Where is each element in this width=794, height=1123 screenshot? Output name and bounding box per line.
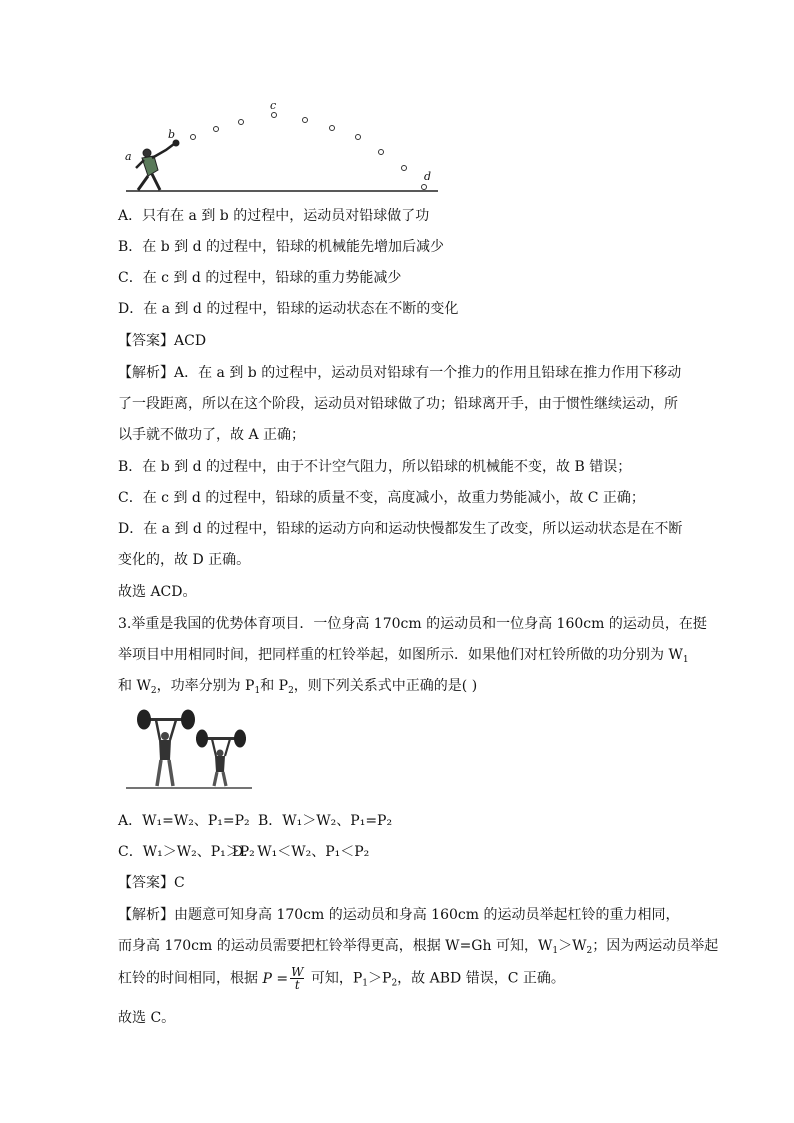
q2-analysis-line: 变化的，故 D 正确。 bbox=[118, 552, 251, 568]
label-b: b bbox=[168, 128, 176, 141]
q2-answer: 【答案】ACD bbox=[118, 333, 207, 349]
ball bbox=[303, 118, 308, 123]
q2-analysis-line: 【解析】A．在 a 到 b 的过程中，运动员对铅球有一个推力的作用且铅球在推力作用下移动 bbox=[118, 365, 682, 381]
ball bbox=[214, 127, 219, 132]
q3-option-c: C．W₁＞W₂、P₁＞P₂ bbox=[118, 844, 255, 860]
weightlifting-figure bbox=[124, 706, 254, 792]
short-weightlifter bbox=[196, 730, 246, 787]
q3-stem-line: 举项目中用相同时间，把同样重的杠铃举起，如图所示．如果他们对杠铃所做的功分别为 $W_1$ bbox=[118, 647, 689, 665]
q3-stem-line: 和 $W_2$，功率分别为 $P_1$和 $P_2$，则下列关系式中正确的是( ) bbox=[118, 678, 478, 696]
q2-conclusion: 故选 ACD。 bbox=[118, 584, 197, 600]
q3-analysis-line: 【解析】由题意可知身高 170cm 的运动员和身高 160cm 的运动员举起杠铃的重力相同， bbox=[118, 907, 680, 923]
q3-option-b: B．W₁＞W₂、P₁=P₂ bbox=[258, 813, 393, 829]
ball bbox=[356, 135, 361, 140]
q2-analysis-line: C．在 c 到 d 的过程中，铅球的质量不变，高度减小，故重力势能减小，故 C 正确； bbox=[118, 490, 645, 506]
q2-analysis-line: B．在 b 到 d 的过程中，由于不计空气阻力，所以铅球的机械能不变，故 B 错误； bbox=[118, 459, 632, 475]
ball bbox=[379, 150, 384, 155]
label-d: d bbox=[424, 170, 432, 183]
q2-option-c: C．在 c 到 d 的过程中，铅球的重力势能减少 bbox=[118, 270, 402, 286]
trajectory-balls bbox=[191, 113, 427, 190]
label-a: a bbox=[125, 150, 132, 163]
ball bbox=[191, 135, 196, 140]
q3-conclusion: 故选 C。 bbox=[118, 1010, 176, 1026]
q2-analysis-line: 了一段距离，所以在这个阶段，运动员对铅球做了功；铅球离开手，由于惯性继续运动，所 bbox=[118, 396, 678, 412]
q2-option-b: B．在 b 到 d 的过程中，铅球的机械能先增加后减少 bbox=[118, 239, 445, 255]
q2-analysis-line: 以手就不做功了，故 A 正确； bbox=[118, 427, 306, 443]
power-formula: P = $\frac{W}{t}$ bbox=[262, 965, 304, 992]
q3-analysis-line: 而身高 170cm 的运动员需要把杠铃举得更高，根据 W=Gh 可知，$W_1>W_2$；因为两运动员举起 bbox=[118, 938, 719, 956]
ball bbox=[239, 120, 244, 125]
ball bbox=[330, 126, 335, 131]
q2-option-d: D．在 a 到 d 的过程中，铅球的运动状态在不断的变化 bbox=[118, 301, 459, 317]
shot-put-figure bbox=[118, 98, 448, 198]
q3-stem-line: 3.举重是我国的优势体育项目．一位身高 170cm 的运动员和一位身高 160cm 的运动员，在挺 bbox=[118, 616, 707, 632]
q3-option-a: A．W₁=W₂、P₁=P₂ bbox=[118, 813, 250, 829]
ball bbox=[402, 166, 407, 171]
q3-option-d: D．W₁＜W₂、P₁＜P₂ bbox=[232, 844, 370, 860]
q3-answer: 【答案】C bbox=[118, 875, 185, 891]
ball bbox=[422, 185, 427, 190]
tall-weightlifter bbox=[137, 710, 195, 787]
q2-option-a: A．只有在 a 到 b 的过程中，运动员对铅球做了功 bbox=[118, 208, 430, 224]
q3-analysis-line: 杠铃的时间相同，根据 P = $\frac{W}{t}$ 可知，$P_1>P_2$，故 ABD 错误，C 正确。 bbox=[118, 965, 565, 992]
ball bbox=[272, 113, 277, 118]
label-c: c bbox=[270, 99, 277, 112]
shot-putter-athlete bbox=[136, 140, 179, 190]
q2-analysis-line: D．在 a 到 d 的过程中，铅球的运动方向和运动快慢都发生了改变，所以运动状态是在不断 bbox=[118, 521, 683, 537]
